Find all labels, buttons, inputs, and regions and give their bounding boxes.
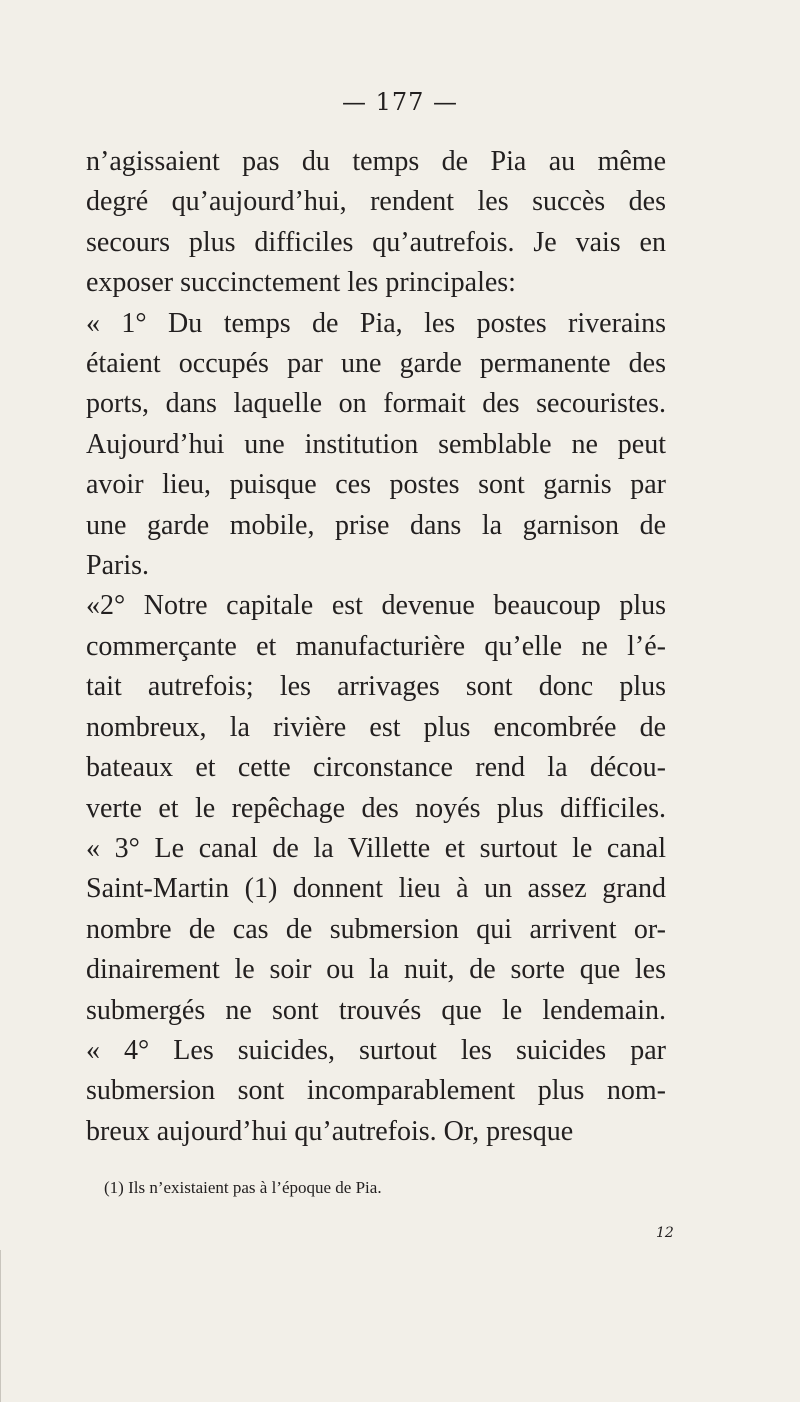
text-line: Paris. [86, 550, 149, 582]
text-line: tait autrefois; les arrivages sont donc plus [86, 671, 666, 703]
text-line: Saint-Martin (1) donnent lieu à un assez grand [86, 873, 666, 905]
text-line: Aujourd’hui une institution semblable ne peut [86, 428, 666, 460]
text-line: « 4° Les suicides, surtout les suicides par [86, 1034, 666, 1066]
text-line: étaient occupés par une garde permanente des [86, 348, 666, 380]
text-line: nombreux, la rivière est plus encombrée de [86, 711, 666, 743]
text-line: n’agissaient pas du temps de Pia au même [86, 146, 666, 177]
body-text [86, 142, 666, 1152]
text-line: exposer succinctement les principales: [86, 267, 516, 299]
text-line: degré qu’aujourd’hui, rendent les succès des [86, 186, 666, 218]
text-line: verte et le repêchage des noyés plus difficiles. [86, 792, 666, 824]
text-line: submergés ne sont trouvés que le lendemain. [86, 994, 666, 1026]
text-line: dinairement le soir ou la nuit, de sorte que les [86, 954, 666, 986]
text-line: bateaux et cette circonstance rend la décou- [86, 752, 666, 784]
text-line: ports, dans laquelle on formait des secouristes. [86, 388, 666, 420]
signature-mark: 12 [656, 1225, 674, 1241]
text-line: submersion sont incomparablement plus nom- [86, 1075, 666, 1107]
text-line: une garde mobile, prise dans la garnison de [86, 509, 666, 541]
page-number-header: — 177 — [341, 88, 459, 116]
text-line: avoir lieu, puisque ces postes sont garnis par [86, 469, 666, 501]
text-line: « 3° Le canal de la Villette et surtout le canal [86, 832, 666, 864]
text-line: nombre de cas de submersion qui arrivent or- [86, 913, 666, 945]
text-line: commerçante et manufacturière qu’elle ne l’é- [86, 630, 666, 662]
margin-rule [0, 1250, 1, 1402]
footnote: (1) Ils n’existaient pas à l’époque de Pia. [104, 1178, 382, 1197]
text-line: secours plus difficiles qu’autrefois. Je vais en [86, 226, 666, 258]
text-line: breux aujourd’hui qu’autrefois. Or, presque [86, 1115, 574, 1147]
text-line: « 1° Du temps de Pia, les postes riverains [86, 307, 666, 339]
text-line: «2° Notre capitale est devenue beaucoup plus [86, 590, 666, 622]
